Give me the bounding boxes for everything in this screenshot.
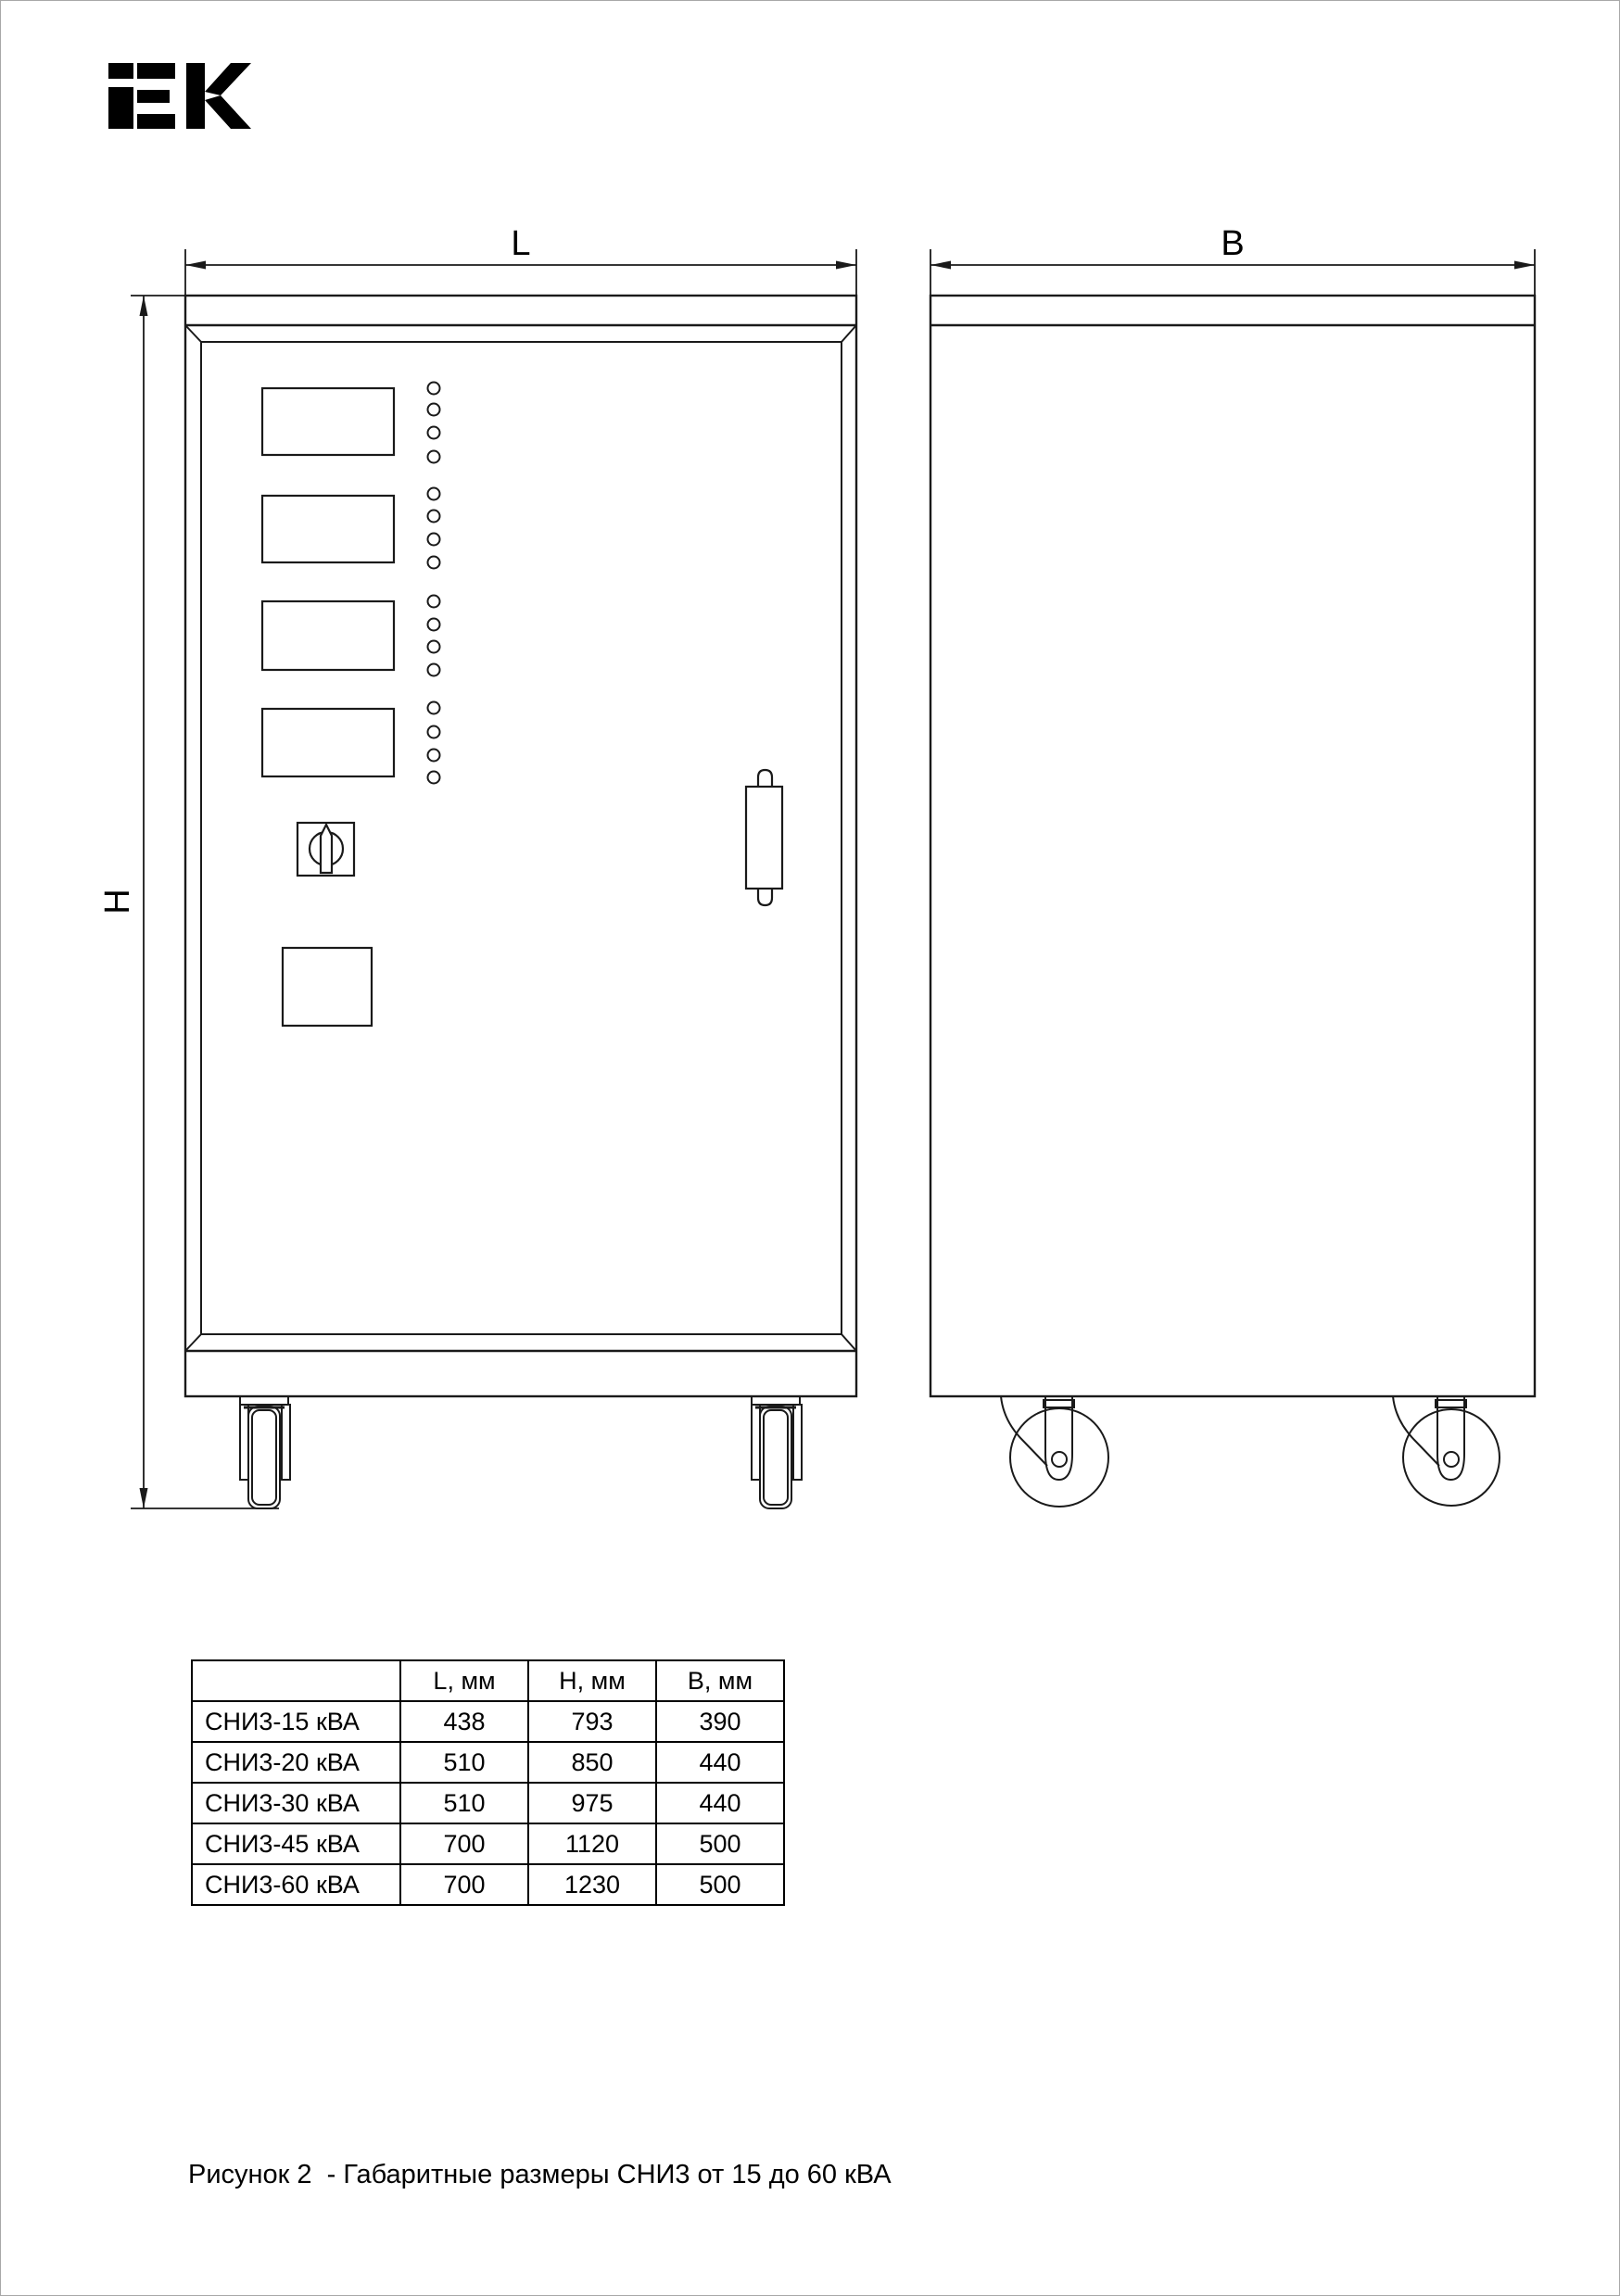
side-view: [930, 296, 1535, 1507]
front-view-cabinet-outline: [185, 296, 856, 1396]
header-h-cell: H, мм: [528, 1660, 656, 1701]
b-value-cell: 390: [656, 1701, 784, 1742]
front-right-caster: [752, 1396, 802, 1508]
door-handle: [746, 770, 782, 905]
table-row: [192, 1701, 784, 1742]
l-value-cell: 510: [400, 1783, 528, 1823]
dimension-H: [98, 296, 279, 1508]
l-value-cell: 438: [400, 1701, 528, 1742]
table-header-row: [192, 1660, 784, 1701]
wheel-hub: [1052, 1452, 1067, 1467]
h-value-cell: 1120: [528, 1823, 656, 1864]
wheel-hub: [1444, 1452, 1459, 1467]
front-view: [185, 296, 856, 1508]
panel-window-3: [262, 601, 394, 670]
side-view-cabinet-outline: [930, 296, 1535, 1396]
table-row: [192, 1864, 784, 1905]
header-empty-cell: [192, 1660, 400, 1701]
model-cell: СНИ3-20 кВА: [192, 1742, 400, 1783]
technical-drawing: [1, 1, 1620, 2296]
rotary-switch: [297, 823, 354, 876]
h-value-cell: 793: [528, 1701, 656, 1742]
b-value-cell: 440: [656, 1783, 784, 1823]
side-right-caster: [1393, 1396, 1500, 1506]
width-label: B: [1221, 224, 1245, 263]
h-value-cell: 975: [528, 1783, 656, 1823]
h-value-cell: 850: [528, 1742, 656, 1783]
led-indicators: [428, 383, 440, 784]
dimensions-table: [191, 1659, 785, 1906]
figure-caption: Рисунок 2 - Габаритные размеры СНИ3 от 15 до 60 кВА: [188, 2160, 892, 2189]
b-value-cell: 500: [656, 1864, 784, 1905]
side-left-caster: [1001, 1396, 1108, 1507]
h-value-cell: 1230: [528, 1864, 656, 1905]
table-row: [192, 1783, 784, 1823]
model-cell: СНИ3-45 кВА: [192, 1823, 400, 1864]
l-value-cell: 700: [400, 1864, 528, 1905]
b-value-cell: 500: [656, 1823, 784, 1864]
model-cell: СНИ3-60 кВА: [192, 1864, 400, 1905]
l-value-cell: 700: [400, 1823, 528, 1864]
height-label: H: [98, 889, 137, 915]
front-panel-windows: [262, 388, 394, 776]
panel-window-4: [262, 709, 394, 776]
header-b-cell: B, мм: [656, 1660, 784, 1701]
swivel-bracket: [1001, 1396, 1047, 1466]
panel-window-1: [262, 388, 394, 455]
header-l-cell: L, мм: [400, 1660, 528, 1701]
swivel-bracket: [1393, 1396, 1439, 1466]
table-row: [192, 1742, 784, 1783]
table-row: [192, 1823, 784, 1864]
model-cell: СНИ3-30 кВА: [192, 1783, 400, 1823]
l-value-cell: 510: [400, 1742, 528, 1783]
dimension-B: [930, 224, 1535, 296]
wheel: [1403, 1409, 1500, 1506]
length-label: L: [511, 224, 531, 263]
model-cell: СНИ3-15 кВА: [192, 1701, 400, 1742]
front-left-caster: [240, 1396, 290, 1508]
wheel: [1010, 1408, 1108, 1507]
dimension-L: [185, 224, 856, 296]
lower-access-panel: [283, 948, 372, 1026]
panel-window-2: [262, 496, 394, 562]
b-value-cell: 440: [656, 1742, 784, 1783]
